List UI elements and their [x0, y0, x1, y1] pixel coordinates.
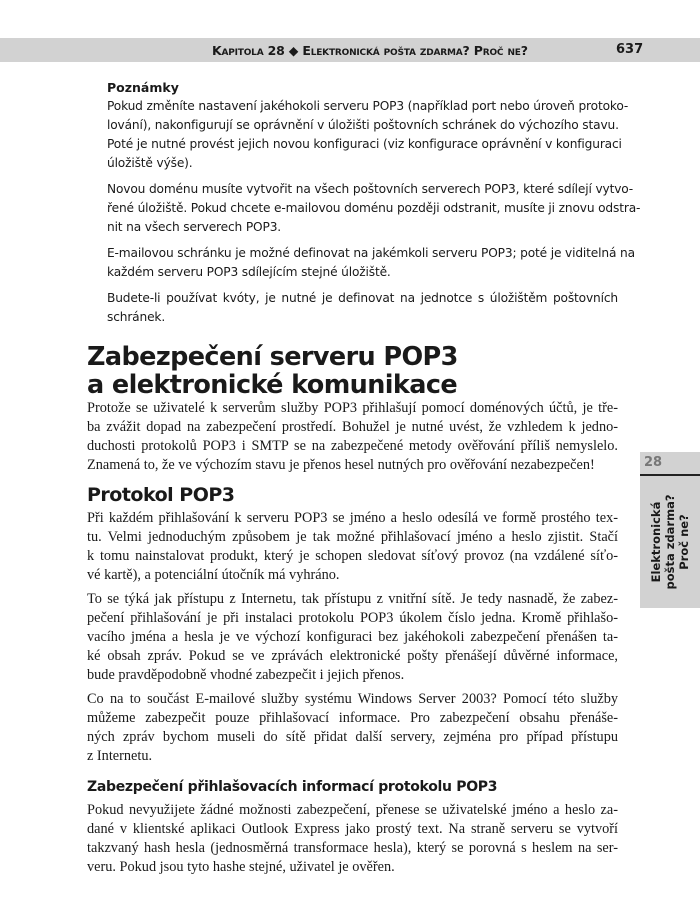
paragraph: [87, 510, 618, 586]
text-line: můžeme zabezpečit pouze přihlašovací informace. Pro zabezpečení obsahu přenáše-: [87, 710, 618, 726]
paragraph: [107, 291, 618, 329]
text-line: To se týká jak přístupu z Internetu, tak přístupu z vnitřní sítě. Je tedy nasnadě, že zabez-: [87, 591, 618, 607]
text-line: Pokud změníte nastavení jakéhokoli serveru POP3 (například port nebo úroveň protoko-: [107, 99, 629, 113]
paragraph: [87, 802, 618, 878]
text-line: dané v klientské aplikaci Outlook Express jako prostý text. Na straně serveru se vytvoří: [87, 821, 618, 837]
paragraph: [107, 182, 641, 239]
text-line: pečení přihlašování je při instalaci protokolu POP3 úkolem číslo jedna. Kromě přihlašo-: [87, 610, 618, 626]
text-line: k tomu nainstalovat produkt, který je schopen sledovat síťový provoz (na vzdálené síťo-: [87, 548, 618, 564]
text-line: takzvaný hash hesla (jednosměrná transformace hesla), který se porovná s heslem na ser-: [87, 840, 618, 856]
paragraph: [107, 99, 629, 175]
thumb-tab-rule: [640, 474, 700, 476]
text-line: lování), nakonfigurují se oprávnění v úložišti poštovních schránek do výchozího stavu.: [107, 118, 619, 132]
text-line: vé kartě), a potenciální útočník má vyhráno.: [87, 567, 340, 583]
text-line: úložiště výše).: [107, 156, 193, 170]
text-line: duchosti protokolů POP3 i SMTP se na zabezpečené metody ověřování příliš nemyslelo.: [87, 438, 618, 454]
paragraph: [107, 246, 635, 284]
text-line: vacího jména a hesla je ve výchozí konfiguraci bez jakéhokoli zabezpečení přenášen ta-: [87, 629, 618, 645]
thumb-tab-line: Proč ne?: [677, 514, 691, 570]
thumb-tab-number: 28: [644, 455, 663, 470]
paragraph: [87, 400, 618, 476]
section-title-line: Zabezpečení serveru POP3: [87, 342, 458, 372]
text-line: z Internetu.: [87, 748, 153, 764]
text-line: Budete-li používat kvóty, je nutné je definovat na jednotce s úložištěm poštovních: [107, 291, 618, 305]
text-line: Znamená to, že ve výchozím stavu je přenos hesel nutných pro ověřování nezabezpečen!: [87, 457, 595, 473]
text-line: Protože se uživatelé k serverům služby POP3 přihlašují pomocí doménových účtů, je tře-: [87, 400, 618, 416]
thumb-tab-label: [649, 477, 691, 607]
section-title: [87, 343, 458, 399]
text-line: nit na všech serverech POP3.: [107, 220, 282, 234]
thumb-tab-line: pošta zdarma?: [663, 494, 677, 590]
running-header-title: Kapitola 28 ◆ Elektronická pošta zdarma? Proč ne?: [212, 43, 528, 58]
thumb-tab-line: Elektronická: [649, 501, 663, 583]
notes-heading: Poznámky: [107, 80, 179, 95]
text-line: tu. Velmi jednoduchým způsobem je tak možné přihlašovací jméno a heslo zjistit. Stačí: [87, 529, 618, 545]
text-line: veru. Pokud jsou tyto hashe stejné, uživatel je ověřen.: [87, 859, 395, 875]
paragraph: [87, 691, 618, 767]
subsubheading: Zabezpečení přihlašovacích informací protokolu POP3: [87, 779, 498, 795]
running-header: [0, 38, 700, 62]
section-title-line: a elektronické komunikace: [87, 370, 458, 400]
page-number: 637: [616, 42, 644, 57]
text-line: Pokud nevyužijete žádné možnosti zabezpečení, přenese se uživatelské jméno a heslo za-: [87, 802, 618, 818]
text-line: ných zpráv bychom museli do sítě přidat další servery, zejména pro případ přístupu: [87, 729, 618, 745]
text-line: každém serveru POP3 sdílejícím stejné úložiště.: [107, 265, 391, 279]
text-line: Co na to součást E-mailové služby systému Windows Server 2003? Pomocí této služby: [87, 691, 618, 707]
chapter-thumb-tab: [640, 452, 700, 608]
text-line: Poté je nutné provést jejich novou konfiguraci (viz konfigurace oprávnění v konfiguraci: [107, 137, 622, 151]
subheading-protokol-pop3: Protokol POP3: [87, 484, 235, 506]
text-line: řené úložiště. Pokud chcete e-mailovou doménu později odstranit, musíte ji znovu odstra-: [107, 201, 641, 215]
text-line: schránek.: [107, 310, 166, 324]
text-line: bude pravděpodobně vhodné zabezpečit i jejich přenos.: [87, 667, 405, 683]
text-line: ké obsah zpráv. Pokud se ve zprávách elektronické pošty přenášejí důvěrné informace,: [87, 648, 618, 664]
text-line: E-mailovou schránku je možné definovat na jakémkoli serveru POP3; poté je viditelná na: [107, 246, 635, 260]
text-line: Novou doménu musíte vytvořit na všech poštovních serverech POP3, které sdílejí vytvo-: [107, 182, 634, 196]
text-line: Při každém přihlašování k serveru POP3 se jméno a heslo odesílá ve formě prostého tex-: [87, 510, 618, 526]
paragraph: [87, 591, 618, 686]
text-line: ba zvážit dopad na zabezpečení prostředí. Bohužel je nutné uvést, že vzhledem k jedno-: [87, 419, 618, 435]
